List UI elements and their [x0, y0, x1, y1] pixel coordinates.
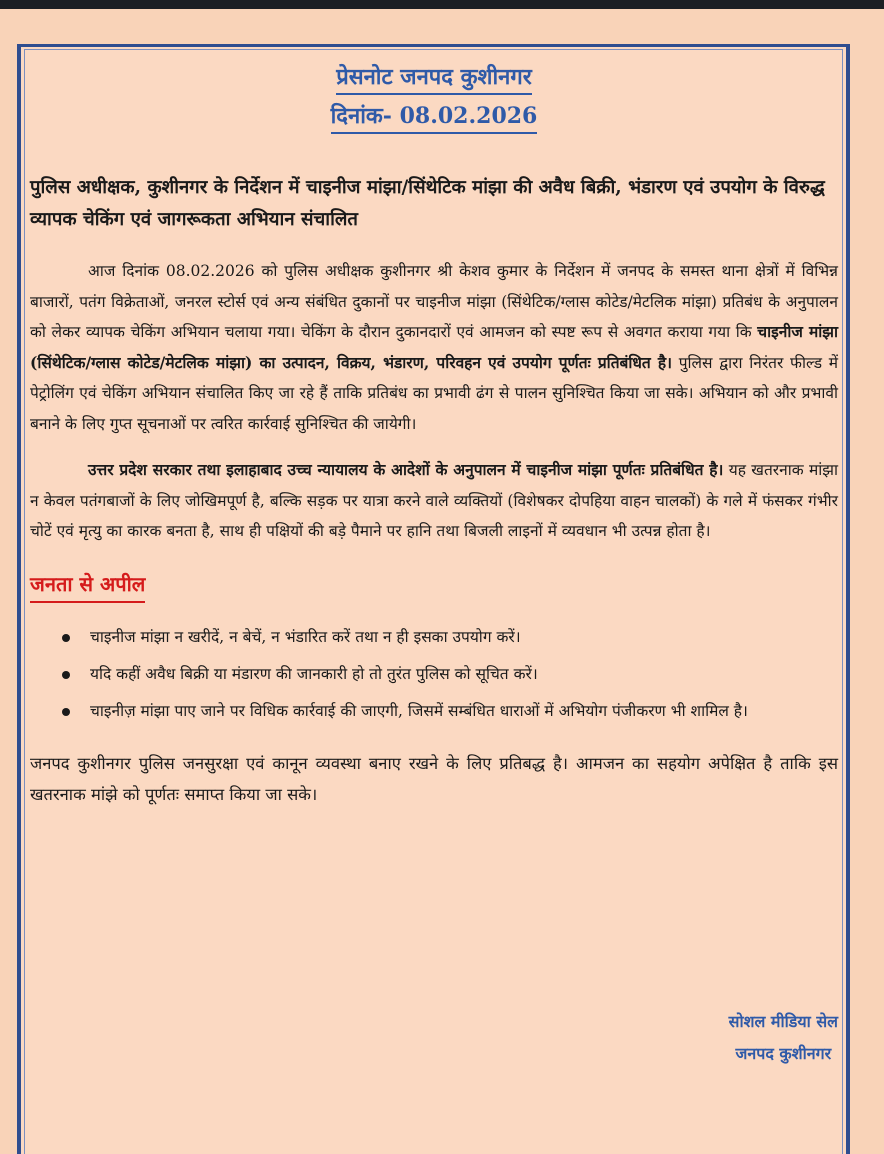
paragraph-campaign-bold: चाइनीज मांझा (सिंथेटिक/ग्लास कोटेड/मेटलिक मांझा) का उत्पादन, विक्रय, भंडारण, परिवहन एवं उपयोग पूर्णतः प्रतिबंधित है। [30, 322, 839, 372]
paragraph-ban [30, 455, 838, 547]
paragraph-campaign [30, 256, 838, 439]
signature-block [729, 1006, 838, 1070]
closing-paragraph: जनपद कुशीनगर पुलिस जनसुरक्षा एवं कानून व्यवस्था बनाए रखने के लिए प्रतिबद्ध है। आमजन का सहयोग अपेक्षित है ताकि इस खतरनाक मांझे को पूर्णतः समाप्त किया जा सके। [30, 753, 838, 804]
paragraph-campaign-part2: पुलिस द्वारा निरंतर फील्ड में पेट्रोलिंग एवं चेकिंग अभियान संचालित किए जा रहे हैं ताकि प्रतिबंध का प्रभावी ढंग से पालन सुनिश्चित किया जा सके। अभियान को और प्रभावी बनाने के लिए गुप्त सूचनाओं पर त्वरित कार्रवाई सुनिश्चित की जायेगी। [30, 353, 838, 433]
top-status-bar [0, 0, 884, 9]
paragraph-ban-rest: यह खतरनाक मांझा न केवल पतंगबाजों के लिए जोखिमपूर्ण है, बल्कि सड़क पर यात्रा करने वाले व्यक्तियों (विशेषकर दोपहिया वाहन चालकों) के गले में फंसकर गंभीर चोटें एवं मृत्यु का कारक बनता है, साथ ही पक्षियों की बड़े पैमाने पर हानि तथा बिजली लाइनों में व्यवधान भी उत्पन्न होता है। [30, 461, 838, 540]
press-note-title [30, 62, 838, 95]
list-item-text: चाइनीज मांझा न खरीदें, न बेचें, न भंडारित करें तथा न ही इसका उपयोग करें। [90, 627, 521, 646]
press-note-title-text: प्रेसनोट जनपद कुशीनगर [336, 62, 532, 95]
signature-line2: जनपद कुशीनगर [735, 1044, 832, 1063]
press-note-date-text: दिनांक- 08.02.2026 [331, 101, 538, 134]
list-item [30, 697, 838, 726]
list-item-text: यदि कहीं अवैध बिक्री या मंडारण की जानकारी हो तो तुरंत पुलिस को सूचित करें। [90, 664, 538, 683]
list-item [30, 660, 838, 689]
paragraph-campaign-part1: आज दिनांक 08.02.2026 को पुलिस अधीक्षक कुशीनगर श्री केशव कुमार के निर्देशन में जनपद के समस्त थाना क्षेत्रों में विभिन्न बाजारों, पतंग विक्रेताओं, जनरल स्टोर्स एवं अन्य संबंधित दुकानों पर चाइनीज मांझा (सिंथेटिक/ग्लास कोटेड/मेटलिक मांझा) प्रतिबंध के अनुपालन को लेकर व्यापक चेकिंग अभियान चलाया गया। चेकिंग के दौरान दुकानदारों एवं आमजन को स्पष्ट रूप से अवगत कराया गया कि [30, 262, 838, 341]
appeal-list [30, 623, 838, 726]
appeal-heading [30, 569, 838, 603]
list-item-text: चाइनीज़ मांझा पाए जाने पर विधिक कार्रवाई की जाएगी, जिसमें सम्बंधित धाराओं में अभियोग पंजीकरण भी शामिल है। [90, 701, 748, 720]
appeal-heading-text: जनता से अपील [30, 569, 145, 603]
bullet-icon [62, 634, 70, 642]
headline: पुलिस अधीक्षक, कुशीनगर के निर्देशन में चाइनीज मांझा/सिंथेटिक मांझा की अवैध बिक्री, भंडारण एवं उपयोग के विरुद्ध व्यापक चेकिंग एवं जागरूकता अभियान संचालित [30, 177, 825, 230]
press-note-content [30, 62, 838, 810]
paragraph-ban-bold: उत्तर प्रदेश सरकार तथा इलाहाबाद उच्च न्यायालय के आदेशों के अनुपालन में चाइनीज मांझा पूर्णतः प्रतिबंधित है। [88, 460, 724, 479]
press-note-date [30, 101, 838, 134]
list-item [30, 623, 838, 652]
bullet-icon [62, 708, 70, 716]
bullet-icon [62, 671, 70, 679]
signature-line1: सोशल मीडिया सेल [728, 1012, 838, 1031]
